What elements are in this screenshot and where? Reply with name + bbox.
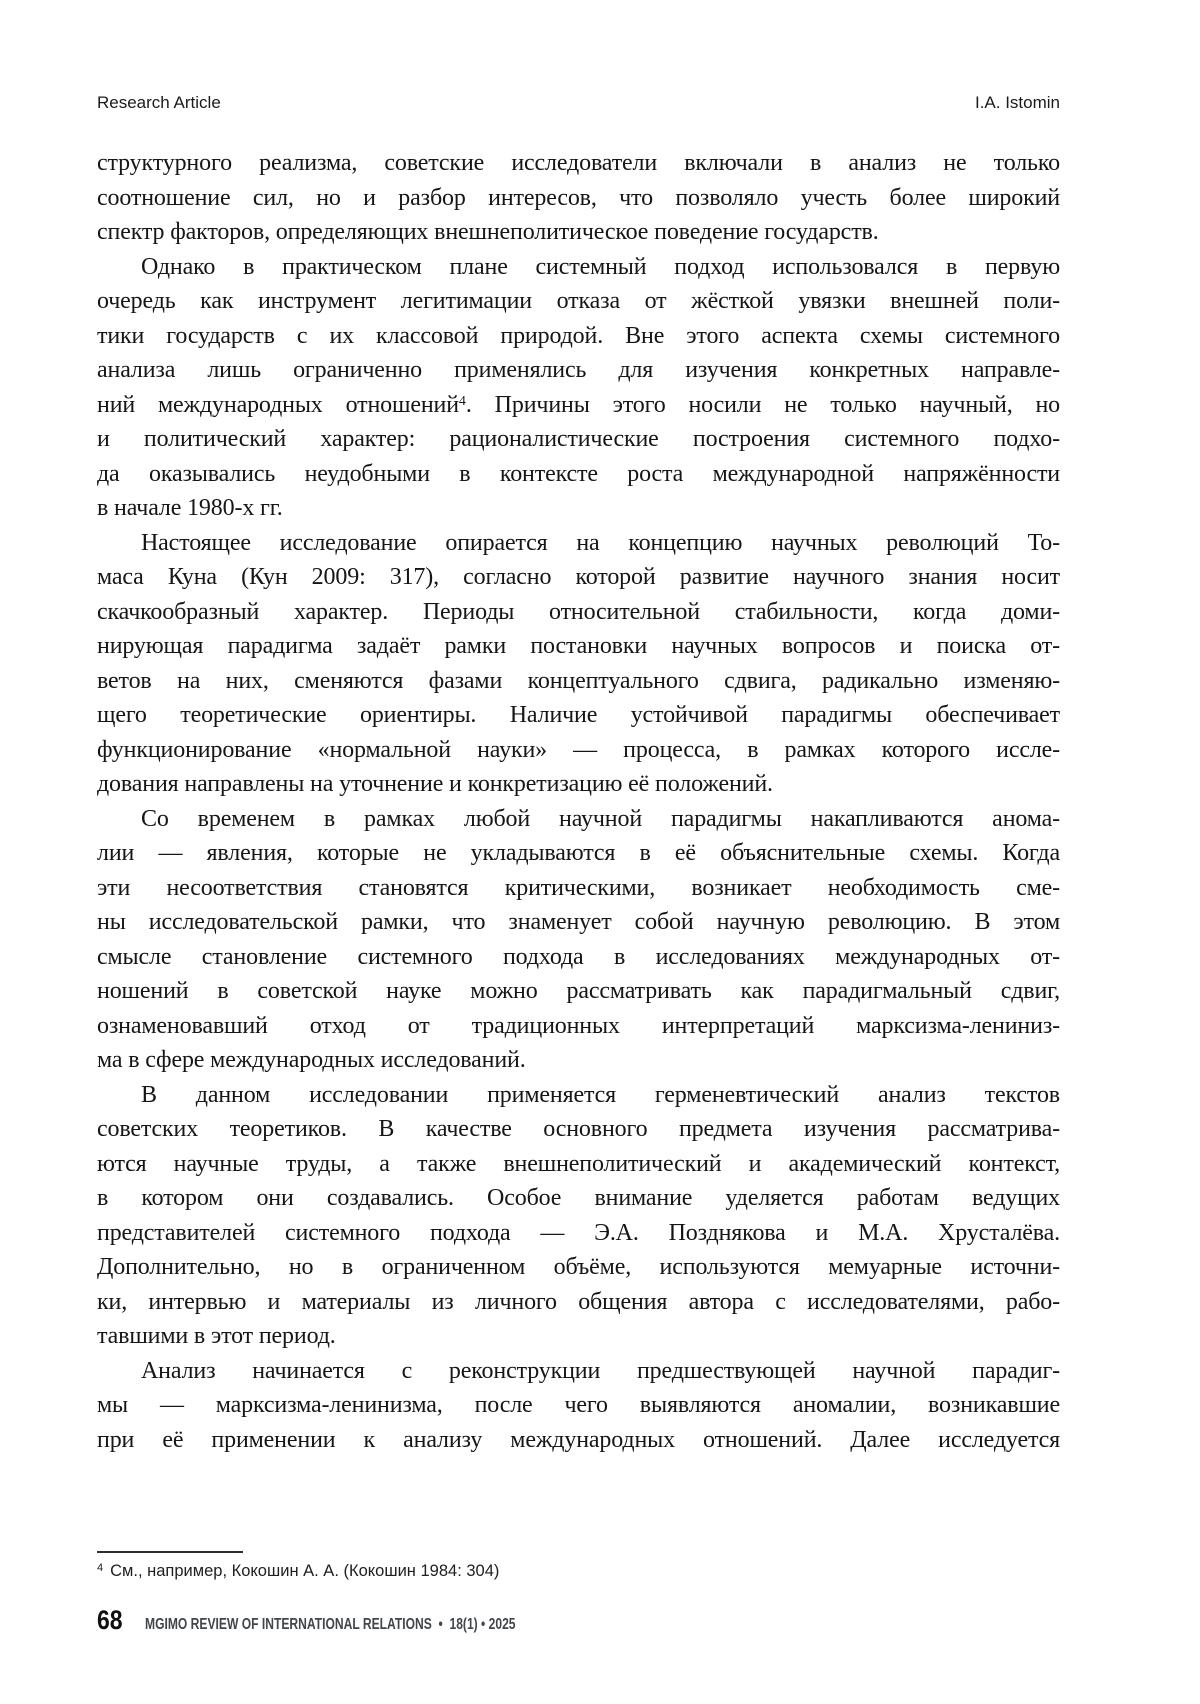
body-line: щего теоретические ориентиры. Наличие устойчивой парадигмы обеспечивает [97,702,1060,728]
footnote-text: См., например, Кокошин А. А. (Кокошин 1984: 304) [110,1562,500,1580]
body-line: Со временем в рамках любой научной парадигмы накапливаются анома- [141,805,1060,832]
body-line: ознаменовавший отход от традиционных интерпретаций марксизма-лениниз- [97,1012,1060,1039]
body-line: ма в сфере международных исследований. [97,1047,526,1073]
body-line: Дополнительно, но в ограниченном объёме, используются мемуарные источни- [97,1254,1060,1280]
body-line: в котором они создавались. Особое внимание уделяется работам ведущих [97,1185,1060,1211]
footnote [97,1562,499,1581]
body-line: Настоящее исследование опирается на концепцию научных революций То- [141,529,1060,556]
body-line: структурного реализма, советские исследователи включали в анализ не только [97,150,1060,176]
body-line: представителей системного подхода — Э.А. Позднякова и М.А. Хрусталёва. [97,1219,1060,1246]
body-line: ветов на них, сменяются фазами концептуального сдвига, радикально изменяю- [97,667,1060,694]
body-line: советских теоретиков. В качестве основного предмета изучения рассматрива- [97,1116,1060,1142]
body-line: да оказывались неудобными в контексте роста международной напряжённости [97,460,1060,487]
body-line-text: . Причины этого носили не только научный, но [465,391,1060,418]
page-footer [97,1605,1060,1636]
body-line: функционирование «нормальной науки» — процесса, в рамках которого иссле- [97,736,1060,763]
body-line: и политический характер: рационалистические построения системного подхо- [97,426,1060,452]
body-line: ны исследовательской рамки, что знаменует собой научную революцию. В этом [97,909,1060,935]
body-line: спектр факторов, определяющих внешнеполитическое поведение государств. [97,219,879,245]
article-body [97,146,1060,1457]
body-line: тики государств с их классовой природой. Вне этого аспекта схемы системного [97,322,1060,349]
body-line-text: ний международных отношений [97,391,459,418]
page-number: 68 [97,1605,123,1635]
footnote-marker: 4 [97,1562,104,1574]
journal-title-line: MGIMO REVIEW OF INTERNATIONAL RELATIONS • 18(1) • 2025 [145,1616,516,1633]
header-article-type: Research Article [97,93,221,112]
body-line: мы — марксизма-ленинизма, после чего выявляются аномалии, возникавшие [97,1392,1060,1418]
header-author: I.A. Istomin [974,93,1060,112]
body-line: нирующая парадигма задаёт рамки постановки научных вопросов и поиска от- [97,633,1060,659]
body-line: ки, интервью и материалы из личного общения автора с исследователями, рабо- [97,1288,1060,1315]
footnote-reference: 4 [458,393,466,409]
body-line: в начале 1980-х гг. [97,495,283,521]
body-line: В данном исследовании применяется герменевтический анализ текстов [141,1081,1060,1108]
body-line: очередь как инструмент легитимации отказа от жёсткой увязки внешней поли- [97,288,1060,314]
body-line: при её применении к анализу международных отношений. Далее исследуется [97,1426,1060,1453]
page-header [97,93,1060,113]
body-line: Анализ начинается с реконструкции предшествующей научной парадиг- [141,1357,1060,1384]
body-line: ются научные труды, а также внешнеполитический и академический контекст, [97,1150,1060,1177]
body-line: ношений в советской науке можно рассматривать как парадигмальный сдвиг, [97,978,1060,1004]
body-line: скачкообразный характер. Периоды относительной стабильности, когда доми- [97,598,1060,625]
body-line: тавшими в этот период. [97,1323,336,1349]
body-line: смысле становление системного подхода в исследованиях международных от- [97,943,1060,970]
body-line: Однако в практическом плане системный подход использовался в первую [141,253,1060,280]
body-line: лии — явления, которые не укладываются в её объяснительные схемы. Когда [97,840,1060,866]
body-line: эти несоответствия становятся критическими, возникает необходимость сме- [97,874,1060,901]
body-line [97,388,1060,423]
body-line: соотношение сил, но и разбор интересов, что позволяло учесть более широкий [97,184,1060,211]
body-line: анализа лишь ограниченно применялись для изучения конкретных направле- [97,357,1060,383]
footnote-divider [97,1551,243,1553]
body-line: маса Куна (Кун 2009: 317), согласно которой развитие научного знания носит [97,564,1060,590]
body-line: дования направлены на уточнение и конкретизацию её положений. [97,771,773,797]
